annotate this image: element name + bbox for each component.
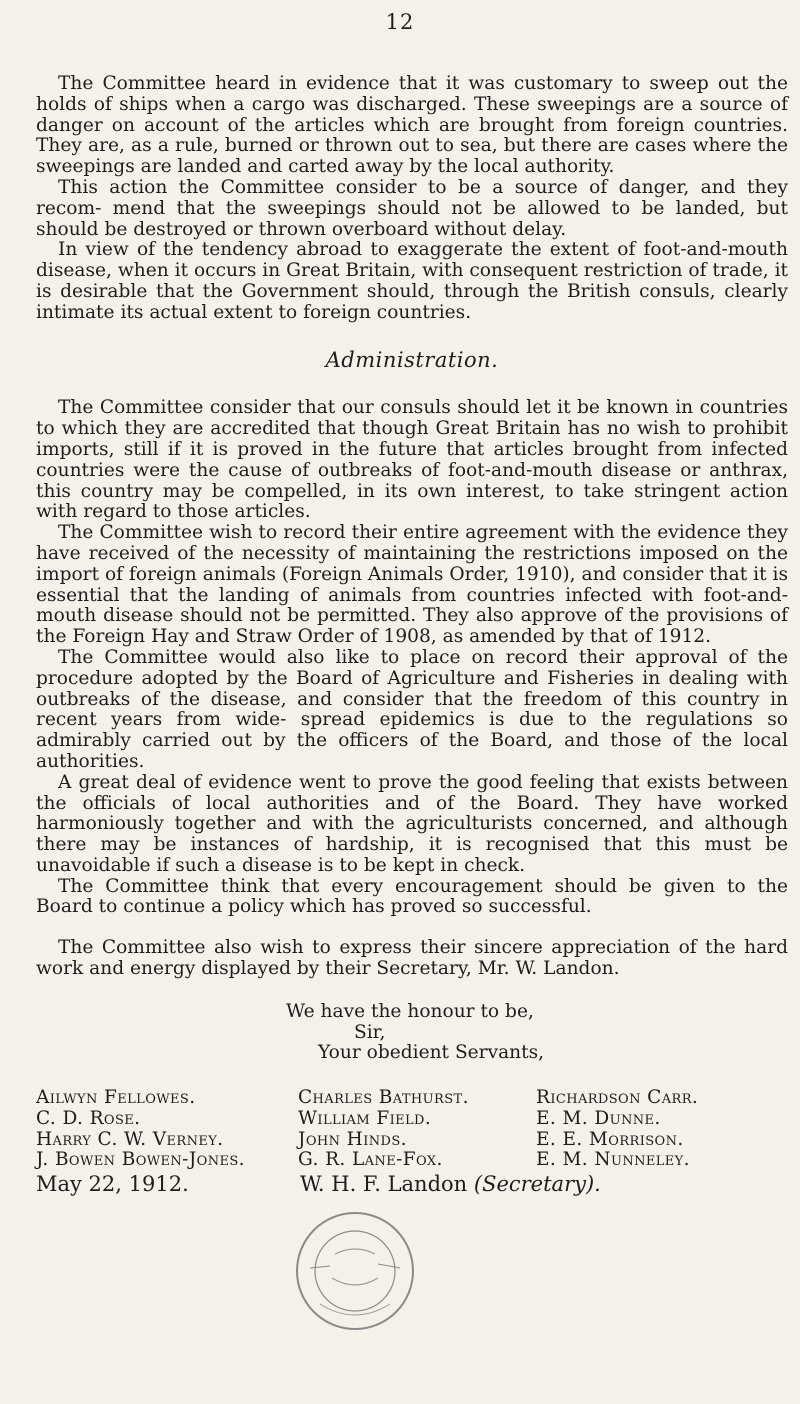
closing-sir: Sir,: [354, 1021, 386, 1043]
signatory: J. Bowen Bowen-Jones.: [36, 1149, 245, 1171]
paragraph-agreement: The Committee wish to record their entire agreement with the evidence they have received of the necessity of maintaining the restrictions imposed on the import of foreign animals (Foreign Animals Order, 1910), and consider that it is essential that the landing of animals from countries infected with foot-and-mouth disease should not be permitted. They also approve of the provisions of the Foreign Hay and Straw Order of 1908, as amended by that of 1912.: [36, 522, 788, 648]
signatory: E. E. Morrison.: [536, 1128, 684, 1150]
closing-honour: We have the honour to be,: [286, 1000, 534, 1022]
signatory: E. M. Nunneley.: [536, 1149, 690, 1171]
paragraph-consuls: The Committee consider that our consuls should let it be known in countries to which they are accredited that though Great Britain has no wish to prohibit imports, still if it is proved in the future that articles brought from infected countries were the cause of outbreaks of foot-and-mouth disease or anthrax, this country may be compelled, in its own interest, to take stringent action with regard to those articles.: [36, 397, 788, 523]
paragraph-procedure: The Committee would also like to place on record their approval of the procedure adopted by the Board of Agriculture and Fisheries in dealing with outbreaks of the disease, and consider that the freedom of this country in recent years from wide- spread epidemics is due to the regulations so admirably carried out by the officers of the Board, and those of the local authorities.: [36, 646, 788, 772]
signatory: Charles Bathurst.: [298, 1087, 469, 1108]
paragraph-sweepings: The Committee heard in evidence that it was customary to sweep out the holds of ships when a cargo was discharged. These sweepings are a source of danger on account of the articles which are brought from foreign countries. They are, as a rule, burned or thrown out to sea, but there are cases where the sweepings are landed and carted away by the local authority.: [36, 73, 788, 178]
paragraph-appreciation: The Committee also wish to express their sincere appreciation of the hard work and energy displayed by their Secretary, Mr. W. Landon.: [36, 937, 788, 980]
signatory: Ailwyn Fellowes.: [36, 1087, 196, 1108]
paragraph-foreign-countries: In view of the tendency abroad to exaggerate the extent of foot-and-mouth disease, when it occurs in Great Britain, with consequent restriction of trade, it is desirable that the Government should, through the British consuls, clearly intimate its actual extent to foreign countries.: [36, 239, 788, 323]
paragraph-good-feeling: A great deal of evidence went to prove the good feeling that exists between the officials of local authorities and of the Board. They have worked harmoniously together and with the agriculturists concerned, and although there may be instances of hardship, it is recognised that this must be unavoidable if such a disease is to be kept in check.: [36, 771, 788, 876]
secretary-signature: [300, 1172, 601, 1196]
closing-servants: Your obedient Servants,: [318, 1042, 545, 1064]
signatories: [36, 1088, 788, 1171]
signatory: John Hinds.: [298, 1128, 407, 1150]
page-number: 12: [385, 10, 415, 34]
signatory: E. M. Dunne.: [536, 1107, 661, 1129]
signatory: Richardson Carr.: [536, 1087, 699, 1108]
paragraph-encouragement: The Committee think that every encouragement should be given to the Board to continue a policy which has proved so successful.: [36, 875, 788, 918]
paragraph-recommendation: This action the Committee consider to be a source of danger, and they recom- mend that the sweepings should not be allowed to be landed, but should be destroyed or thrown overboard without delay.: [36, 176, 788, 240]
library-stamp: [290, 1206, 420, 1336]
document-body: [36, 74, 788, 1064]
section-heading: Administration.: [325, 347, 499, 372]
date: May 22, 1912.: [36, 1172, 189, 1196]
signatory: G. R. Lane-Fox.: [298, 1149, 443, 1171]
secretary-role: (Secretary).: [473, 1172, 601, 1196]
signatory: William Field.: [298, 1107, 432, 1129]
signatory: C. D. Rose.: [36, 1107, 141, 1129]
secretary-name: W. H. F. Landon: [300, 1172, 468, 1196]
signatory: Harry C. W. Verney.: [36, 1128, 224, 1150]
